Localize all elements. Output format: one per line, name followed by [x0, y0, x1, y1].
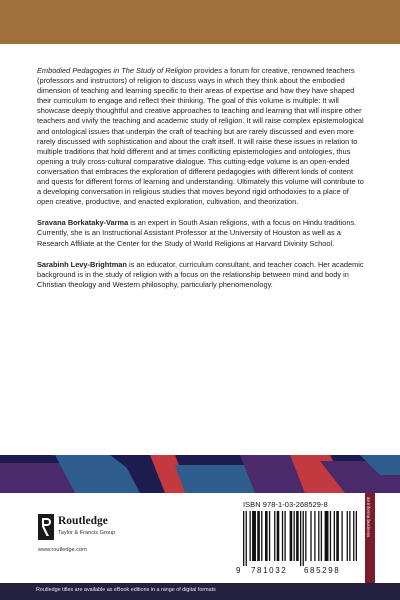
- barcode-bar: [282, 511, 283, 561]
- barcode-bar: [261, 511, 262, 561]
- author-name-1: Sravana Borkataky-Varma: [37, 218, 129, 228]
- barcode-bar: [300, 511, 301, 566]
- book-title: Embodied Pedagogies in The Study of Religion: [37, 66, 192, 75]
- publisher-logo: [38, 514, 178, 554]
- author-bio-text-2: is an educator, curriculum consultant, and teacher coach. Her academic background is in the study of religion with a focus on the relationship between mind and body in Christian theology and Western philosophy, particularly phenomenology.: [37, 259, 364, 289]
- barcode-bar: [347, 511, 348, 561]
- barcode-bar: [336, 511, 339, 561]
- isbn-barcode-block: [236, 500, 357, 578]
- author-bio-1: [37, 218, 367, 248]
- barcode-bar: [294, 511, 295, 561]
- routledge-r-logo-icon: [38, 514, 54, 540]
- barcode-bar: [243, 511, 244, 566]
- barcode-bar: [334, 511, 335, 561]
- publisher-name: Routledge: [58, 515, 108, 527]
- barcode-bar: [356, 511, 357, 561]
- barcode-digits-right: 685298: [304, 566, 341, 575]
- barcode-bar: [314, 511, 315, 561]
- barcode-bar: [349, 511, 350, 561]
- description-body: provides a forum for creative, renowned teachers (professors and instructors) of religion to discuss ways in which they think about the embodied dimension of teaching and learning specific to their areas of expertise and how they have shaped their curriculum to engage and reflect their thinking. The goal of this volume is multiple: It will showcase deeply thoughtful and creative approaches to teaching and learning that will inspire other teachers and vivify the teaching and academic study of religion. It will raise complex epistemological and ontological issues that underpin the craft of teaching but are rarely discussed and even more rarely discussed with sophistication and about the craft itself. It will raise these issues in relation to multiple traditions that hold different and at times conflicting epistemologies and ontologies, thus opening a truly cross-cultural comparative dialogue. This cutting-edge volume is an open-ended conversation that embraces the exploration of different pedagogies with different kinds of content and quests for different forms of learning and understanding. Ultimately this volume will contribute to a developing conversation in religious studies that moves beyond rigid orthodoxies to a place of open creative, productive, and enacted exploration, cultivation, and theorization.: [37, 66, 364, 207]
- decorative-stripe-band: [0, 455, 400, 493]
- barcode-bar: [274, 511, 275, 561]
- barcode-bar: [269, 511, 270, 561]
- publisher-url: www.routledge.com: [38, 547, 87, 553]
- barcode-bar: [310, 511, 311, 561]
- barcode-bar: [252, 511, 256, 561]
- barcode-bar: [353, 511, 354, 561]
- barcode-bar: [318, 511, 319, 561]
- author-name-2: Sarabinh Levy-Brightman: [37, 259, 127, 269]
- barcode-bar: [265, 511, 268, 561]
- barcode-bar: [321, 511, 322, 561]
- barcode-bar: [341, 511, 342, 561]
- isbn-label: ISBN 978-1-03-268529-8: [243, 500, 328, 509]
- informa-side-tab: [365, 493, 375, 583]
- barcode-digit-first: 9: [236, 566, 241, 575]
- side-tab-label: an informa business: [366, 497, 371, 538]
- bottom-panel: [0, 493, 400, 583]
- stripe-graphic: [0, 455, 400, 493]
- barcode-bar: [325, 511, 329, 561]
- book-description: [37, 66, 367, 207]
- barcode-bar: [277, 511, 280, 561]
- barcode-bar: [330, 511, 331, 561]
- barcode-bar: [290, 511, 293, 561]
- barcode-digits-left: 781032: [251, 566, 288, 575]
- barcode-bar: [284, 511, 285, 561]
- barcode-bar: [296, 511, 299, 561]
- barcode-bar: [303, 511, 304, 566]
- back-cover-text: [37, 66, 367, 290]
- top-color-band: [0, 0, 400, 44]
- footer-band: [0, 583, 400, 600]
- barcode-bar: [257, 511, 260, 561]
- footer-text: Routledge titles are available as eBook editions in a range of digital formats: [36, 587, 216, 593]
- barcode-bar: [246, 511, 247, 566]
- barcode-bar: [305, 511, 306, 561]
- author-bio-2: [37, 260, 367, 290]
- author-bio-text-1: is an expert in South Asian religions, with a focus on Hindu traditions. Currently, she is an Instructional Assistant Professor at the University of Houston as well as a Research Affiliate at the Center for the Study of World Religions at Harvard Divinity School.: [37, 218, 357, 248]
- barcode-graphic: [243, 511, 357, 566]
- publisher-group: Taylor & Francis Group: [58, 530, 116, 536]
- barcode-bar: [249, 511, 250, 561]
